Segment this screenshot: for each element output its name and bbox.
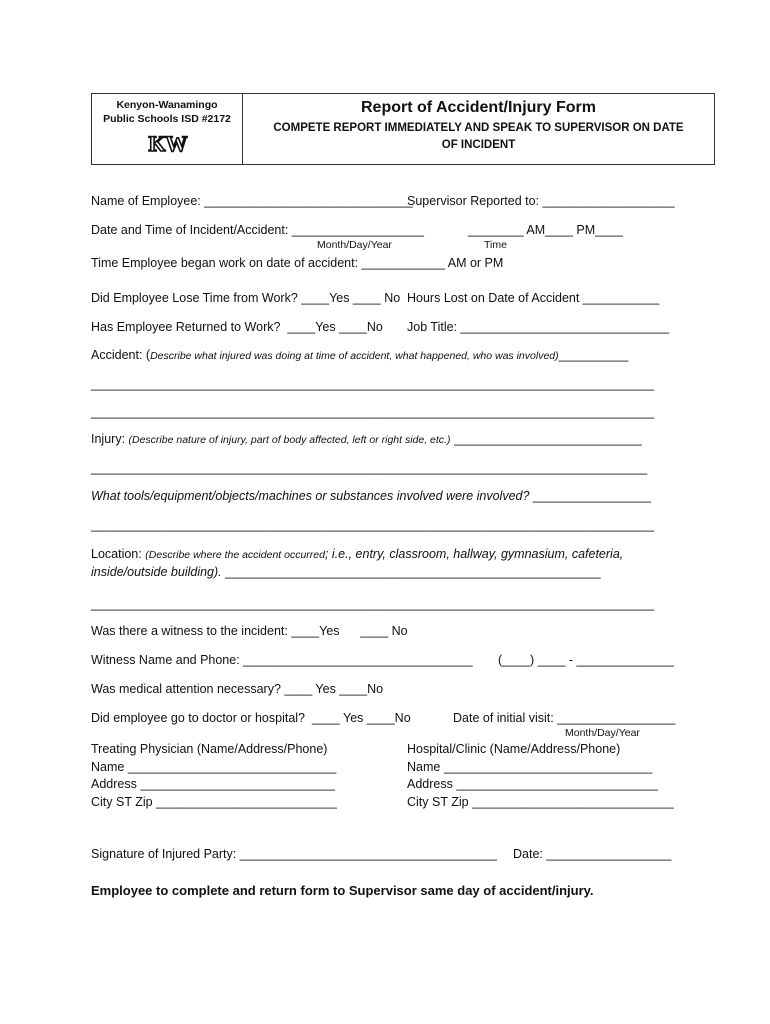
- accident-line-2[interactable]: _________________________________________________________________________________: [91, 377, 655, 391]
- form-subtitle-2: OF INCIDENT: [441, 139, 516, 151]
- hospital-title: Hospital/Clinic (Name/Address/Phone): [407, 742, 621, 756]
- hospital-address-field[interactable]: Address _____________________________: [407, 777, 658, 791]
- hospital-name-field[interactable]: Name ______________________________: [407, 760, 653, 774]
- began-work-field[interactable]: Time Employee began work on date of accident: ____________ AM or PM: [91, 256, 504, 270]
- location-line-1: [91, 564, 601, 580]
- lose-time-field[interactable]: Did Employee Lose Time from Work? ____Yes ____ No: [91, 291, 401, 305]
- form-title: Report of Accident/Injury Form: [361, 99, 596, 116]
- incident-date-field[interactable]: Date and Time of Incident/Accident: ___________________: [91, 223, 424, 237]
- school-logo-icon: [144, 131, 192, 155]
- location-examples-2: inside/outside building).: [91, 565, 222, 579]
- injury-line-2[interactable]: ________________________________________________________________________________: [91, 461, 648, 475]
- form-subtitle-1: COMPETE REPORT IMMEDIATELY AND SPEAK TO SUPERVISOR ON DATE: [273, 122, 684, 134]
- injury-line[interactable]: ___________________________: [450, 432, 642, 446]
- doctor-hospital-field[interactable]: Did employee go to doctor or hospital? ____ Yes ____No: [91, 711, 411, 725]
- accident-label: Accident: (: [91, 348, 151, 362]
- physician-address-field[interactable]: Address ____________________________: [91, 777, 335, 791]
- location-hint: (Describe where the accident occurred: [145, 549, 325, 561]
- hospital-city-field[interactable]: City ST Zip _____________________________: [407, 795, 674, 809]
- tools-label: What tools/equipment/objects/machines or substances involved were involved?: [91, 489, 530, 503]
- logo-text: KW: [148, 131, 188, 155]
- date-hint: Month/Day/Year: [317, 239, 392, 251]
- physician-city-field[interactable]: City ST Zip __________________________: [91, 795, 337, 809]
- tools-line-2[interactable]: _________________________________________________________________________________: [91, 518, 655, 532]
- medical-attention-field[interactable]: Was medical attention necessary? ____ Yes ____No: [91, 682, 384, 696]
- witness-question[interactable]: Was there a witness to the incident: ____Yes ____ No: [91, 624, 408, 638]
- accident-hint: Describe what injured was doing at time of accident, what happened, who was involved): [150, 350, 559, 362]
- accident-line[interactable]: __________: [558, 348, 629, 362]
- witness-phone-field[interactable]: (____) ____ - ______________: [498, 653, 674, 667]
- injury-description-label: [91, 431, 642, 447]
- job-title-field[interactable]: Job Title: ______________________________: [407, 320, 670, 334]
- tools-field: [91, 488, 651, 504]
- location-field: [91, 546, 623, 562]
- injury-label: Injury:: [91, 432, 129, 446]
- accident-line-3[interactable]: _________________________________________________________________________________: [91, 405, 655, 419]
- incident-time-field[interactable]: ________ AM____ PM____: [468, 223, 623, 237]
- physician-name-field[interactable]: Name ______________________________: [91, 760, 337, 774]
- hours-lost-field[interactable]: Hours Lost on Date of Accident ___________: [407, 291, 660, 305]
- form-header: [91, 93, 715, 165]
- witness-name-field[interactable]: Witness Name and Phone: _________________________________: [91, 653, 473, 667]
- initial-visit-field[interactable]: Date of initial visit: _________________: [453, 711, 676, 725]
- supervisor-field[interactable]: Supervisor Reported to: ___________________: [407, 194, 675, 208]
- org-district: Public Schools ISD #2172: [103, 113, 231, 125]
- title-block: [243, 94, 714, 164]
- injury-hint: (Describe nature of injury, part of body affected, left or right side, etc.): [128, 434, 451, 446]
- employee-name-field[interactable]: Name of Employee: ______________________________: [91, 194, 413, 208]
- signature-date-field[interactable]: Date: __________________: [513, 847, 672, 861]
- signature-field[interactable]: Signature of Injured Party: _____________________________________: [91, 847, 497, 861]
- location-line[interactable]: ______________________________________________________: [221, 565, 601, 579]
- tools-line[interactable]: _________________: [529, 489, 652, 503]
- location-examples: ; i.e., entry, classroom, hallway, gymnasium, cafeteria,: [324, 547, 624, 561]
- time-hint: Time: [484, 239, 507, 251]
- returned-work-field[interactable]: Has Employee Returned to Work? ____Yes ____No: [91, 320, 383, 334]
- initial-visit-hint: Month/Day/Year: [565, 727, 640, 739]
- location-label: Location:: [91, 547, 146, 561]
- physician-title: Treating Physician (Name/Address/Phone): [91, 742, 328, 756]
- org-name: Kenyon-Wanamingo: [116, 99, 218, 111]
- accident-description-label: [91, 347, 628, 363]
- location-line-2[interactable]: _________________________________________________________________________________: [91, 597, 655, 611]
- footer-instruction: Employee to complete and return form to Supervisor same day of accident/injury.: [91, 883, 594, 898]
- org-block: [92, 94, 243, 164]
